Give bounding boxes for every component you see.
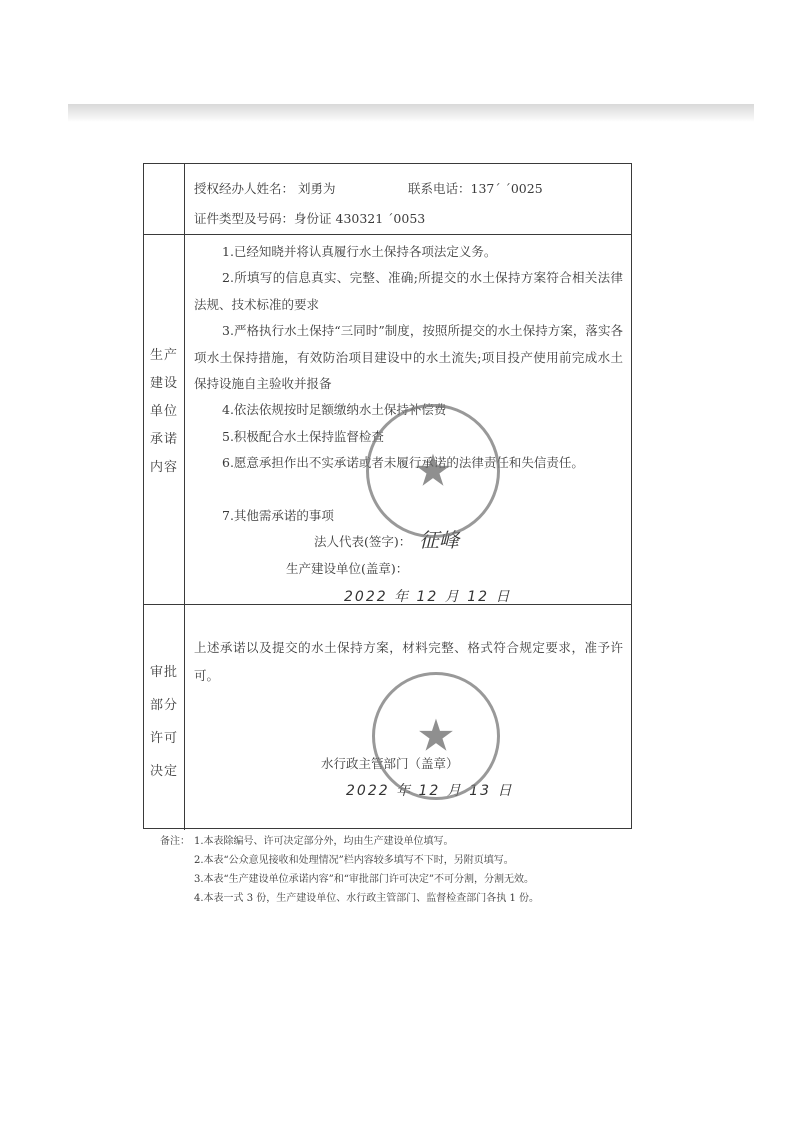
note-line-3: 3.本表“生产建设单位承诺内容”和“审批部门许可决定”不可分割，分割无效。 <box>194 874 534 885</box>
approval-label-cell <box>144 604 185 830</box>
commitment-label-cell <box>144 234 185 604</box>
phone-value: 137ˊ ˊ0025 <box>470 181 543 196</box>
notes-prefix: 备注： <box>160 836 190 847</box>
commitment-item-6: 6.愿意承担作出不实承诺或者未履行承诺的法律责任和失信责任。 <box>222 455 584 470</box>
commitment-form-table <box>143 163 632 829</box>
phone-label: 联系电话： <box>408 181 471 196</box>
commitment-label: 生产 建设 单位 承诺 内容 <box>149 348 178 475</box>
legal-rep-label: 法人代表(签字)： <box>314 534 412 549</box>
note-line-2: 2.本表“公众意见接收和处理情况”栏内容较多填写不下时，另附页填写。 <box>194 855 514 866</box>
seal-star-icon: ★ <box>416 710 456 762</box>
approval-row <box>144 604 631 830</box>
company-seal <box>366 404 500 538</box>
scan-shadow-band <box>68 104 754 122</box>
approval-date: 2022 年 12 月 13 日 <box>346 783 514 799</box>
approval-text: 上述承诺以及提交的水土保持方案，材料完整、格式符合规定要求，准予许可。 <box>194 640 623 683</box>
approval-label: 审批 部分 许可 决定 <box>149 665 178 779</box>
commitment-item-3: 3.严格执行水土保持“三同时”制度，按照所提交的水土保持方案，落实各项水土保持措施，有效防治项目建设中的水土流失;项目投产使用前完成水土保持设施自主验收并报备 <box>194 323 623 391</box>
commitment-date: 2022 年 12 月 12 日 <box>344 589 512 605</box>
commitment-item-1: 1.已经知晓并将认真履行水土保持各项法定义务。 <box>222 244 497 259</box>
approval-dept-label: 水行政主管部门（盖章） <box>321 756 459 771</box>
commitment-item-2: 2.所填写的信息真实、完整、准确;所提交的水土保持方案符合相关法律法规、技术标准的要求 <box>194 270 623 312</box>
agent-info-row <box>144 164 631 235</box>
note-line-1: 1.本表除编号、许可决定部分外，均由生产建设单位填写。 <box>194 836 454 847</box>
commitment-row <box>144 234 631 605</box>
id-label: 证件类型及号码： <box>194 211 295 226</box>
commitment-item-4: 4.依法依规按时足额缴纳水土保持补偿费 <box>222 402 447 417</box>
agent-info-label-cell <box>144 164 185 234</box>
legal-rep-signature: 征峰 <box>419 528 459 552</box>
commitment-item-7: 7.其他需承诺的事项 <box>222 508 334 523</box>
production-unit-label: 生产建设单位(盖章)： <box>286 561 409 576</box>
agent-name-label: 授权经办人姓名： <box>194 181 295 196</box>
id-value: 身份证 430321 ˊ0053 <box>294 211 426 226</box>
commitment-item-5: 5.积极配合水土保持监督检查 <box>222 429 384 444</box>
agent-name-value: 刘勇为 <box>298 181 336 196</box>
note-line-4: 4.本表一式 3 份，生产建设单位、水行政主管部门、监督检查部门各执 1 份。 <box>194 893 539 904</box>
water-bureau-seal <box>372 672 500 800</box>
agent-info-content <box>194 164 623 234</box>
seal-star-icon: ★ <box>413 445 453 497</box>
